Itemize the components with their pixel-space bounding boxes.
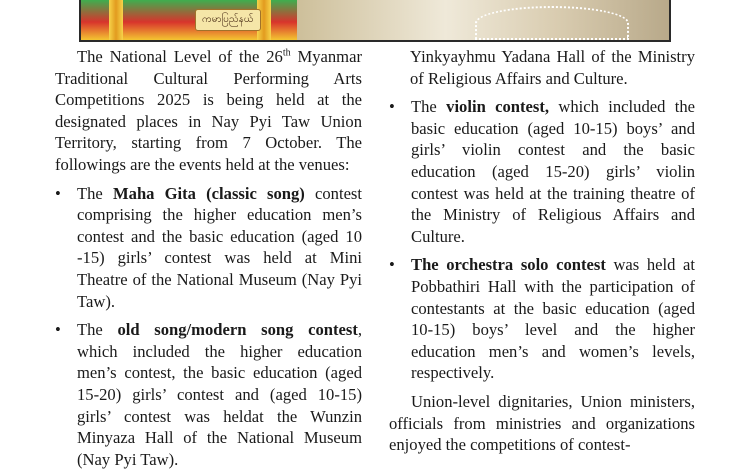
list-item: • The violin contest, which included the basic education (aged 10-15) boys’ and girls’ violin contest and the basic education (aged 15-20) girls’ violin contest was held at the training theatre of the Ministry of Religious Affairs and Culture. bbox=[389, 97, 695, 246]
event-name: Maha Gita (classic song) bbox=[112, 183, 305, 203]
list-item: • The orchestra solo contest was held at Pobbathiri Hall with the participation of contestants at the basic education (aged 10-15) boys’ level and the higher education men’s and women’s levels, respectively. bbox=[389, 255, 695, 383]
bullet-icon: • bbox=[389, 255, 395, 275]
bullet-icon: • bbox=[389, 97, 395, 117]
intro-paragraph: The National Level of the 26th Myanmar Traditional Cultural Performing Arts Competitions 2025 is being held at the designated places in Nay Pyi Taw Union Territory, starting from 7 October. The followings are the events held at the venues: bbox=[55, 47, 362, 174]
event-list bbox=[55, 183, 362, 470]
list-item: • The Maha Gita (classic song) contest comprising the higher education men’s contest and the basic education (aged 10 -15) girls’ contest was held at Mini Theatre of the National Museum (Nay Pyi Taw). bbox=[55, 183, 363, 311]
left-column bbox=[55, 46, 362, 470]
closing-paragraph: Union-level dignitaries, Union ministers, officials from ministries and organizations enjoyed the competitions of contest- bbox=[389, 391, 695, 455]
audience-photo bbox=[297, 0, 669, 40]
decorative-ornament bbox=[475, 6, 629, 40]
event-name: old song/modern song contest bbox=[117, 320, 358, 340]
event-name: The orchestra solo contest bbox=[411, 255, 606, 275]
bullet-icon: • bbox=[55, 183, 61, 203]
event-list bbox=[389, 96, 695, 384]
photo-caption: ကမာပြည်နယ် bbox=[195, 9, 261, 31]
continued-text: Yinkyayhmu Yadana Hall of the Ministry of Religious Affairs and Culture. bbox=[410, 47, 695, 88]
list-item: • The old song/modern song contest, which included the higher education men’s contest, the basic education (aged 15-20) girls’ contest and (aged 10-15) girls’ contest was heldat the Wunzin Minyaza Hall of the National Museum (Nay Pyi Taw). bbox=[55, 320, 362, 469]
event-name: violin contest, bbox=[446, 97, 550, 117]
ordinal-suffix: th bbox=[282, 47, 291, 59]
stage-photo bbox=[81, 0, 297, 40]
bullet-icon: • bbox=[55, 320, 61, 340]
right-column bbox=[389, 46, 695, 456]
stage-pillar bbox=[109, 0, 123, 40]
header-photo bbox=[79, 0, 671, 42]
